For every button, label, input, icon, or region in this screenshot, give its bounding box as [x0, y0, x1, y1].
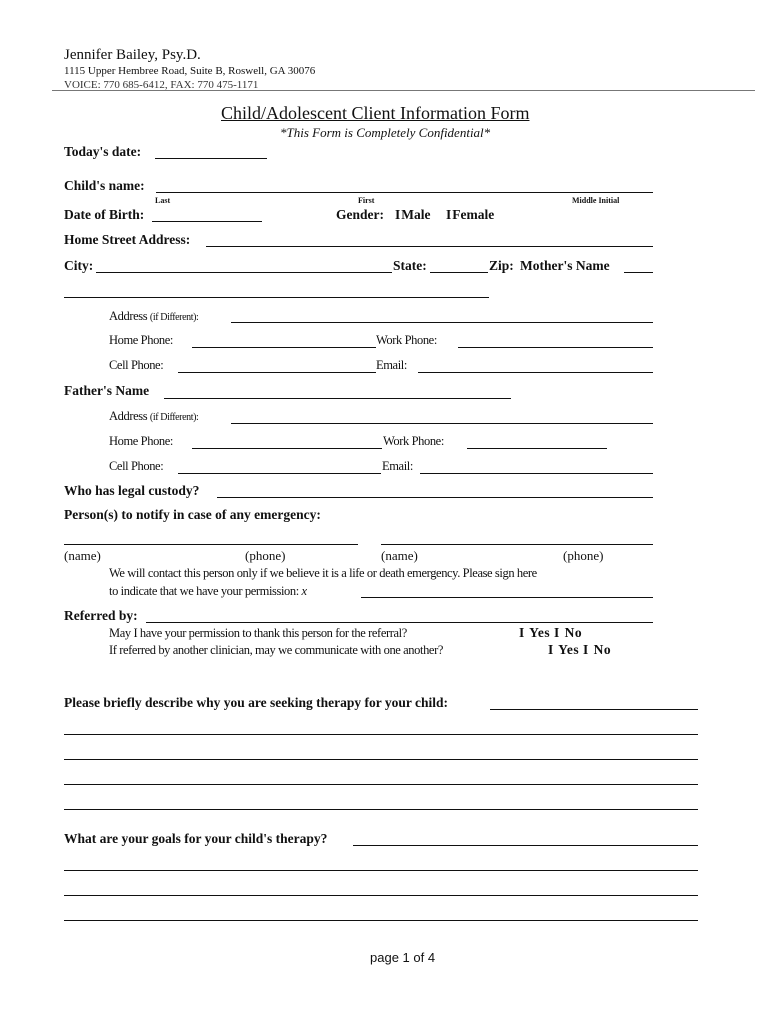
mothers-name-field[interactable] — [64, 297, 489, 298]
form-subtitle: *This Form is Completely Confidential* — [280, 125, 491, 140]
thank-yes-label: Yes — [529, 625, 551, 640]
thank-referral-question: May I have your permission to thank this person for the referral? — [109, 626, 407, 640]
practitioner-name: Jennifer Bailey, Psy.D. — [64, 47, 201, 63]
female-checkbox[interactable]: I — [446, 207, 452, 222]
thank-no-checkbox[interactable]: I — [554, 625, 560, 640]
page-number: page 1 of 4 — [370, 950, 436, 965]
custody-field[interactable] — [217, 497, 653, 498]
mother-work-phone-label: Work Phone: — [376, 333, 437, 347]
father-work-phone-label: Work Phone: — [383, 434, 444, 448]
gender-label: Gender: — [336, 207, 384, 222]
referred-by-field[interactable] — [146, 622, 653, 623]
goals-question: What are your goals for your child's therapy? — [64, 831, 328, 846]
dob-field[interactable] — [152, 221, 262, 222]
practice-phones: VOICE: 770 685-6412, FAX: 770 475-1171 — [64, 79, 259, 91]
father-address-field[interactable] — [231, 423, 653, 424]
emergency-label: Person(s) to notify in case of any emergency: — [64, 507, 321, 522]
why-therapy-field-line-5[interactable] — [64, 809, 698, 810]
communicate-yes-label: Yes — [558, 642, 580, 657]
gender-male-option[interactable] — [395, 207, 431, 223]
father-home-phone-label: Home Phone: — [109, 434, 173, 448]
gender-female-option[interactable] — [446, 207, 494, 223]
why-therapy-field-line-1[interactable] — [490, 709, 698, 710]
todays-date-label: Today's date: — [64, 144, 142, 159]
father-email-label: Email: — [382, 459, 413, 473]
communicate-no-label: No — [593, 642, 612, 657]
home-address-field[interactable] — [206, 246, 653, 247]
child-name-label: Child's name: — [64, 178, 145, 193]
middle-initial-caption: Middle Initial — [572, 196, 620, 205]
why-therapy-field-line-3[interactable] — [64, 759, 698, 760]
communicate-no-checkbox[interactable]: I — [583, 642, 589, 657]
communicate-yes-checkbox[interactable]: I — [548, 642, 554, 657]
female-label: Female — [452, 207, 495, 222]
why-therapy-question: Please briefly describe why you are seeking therapy for your child: — [64, 695, 448, 710]
mother-email-label: Email: — [376, 358, 407, 372]
communicate-question: If referred by another clinician, may we communicate with one another? — [109, 643, 443, 657]
sign-x-mark: x — [301, 584, 307, 598]
todays-date-field[interactable] — [155, 158, 267, 159]
mother-cell-phone-label: Cell Phone: — [109, 358, 164, 372]
state-field[interactable] — [430, 272, 488, 273]
emergency-2-name-caption: (name) — [381, 548, 418, 563]
header-divider — [52, 90, 755, 91]
mother-work-phone-field[interactable] — [458, 347, 653, 348]
communicate-options — [548, 642, 611, 658]
city-field[interactable] — [96, 272, 392, 273]
form-title: Child/Adolescent Client Information Form — [221, 103, 530, 123]
father-email-field[interactable] — [420, 473, 653, 474]
mother-cell-phone-field[interactable] — [178, 372, 376, 373]
father-address-label: Address (if Different): — [109, 409, 199, 423]
emergency-note-line-1: We will contact this person only if we believe it is a life or death emergency. Please sign here — [109, 566, 537, 580]
emergency-1-name-caption: (name) — [64, 548, 101, 563]
emergency-contact-1-field[interactable] — [64, 544, 358, 545]
male-label: Male — [401, 207, 431, 222]
thank-yes-checkbox[interactable]: I — [519, 625, 525, 640]
emergency-1-phone-caption: (phone) — [245, 548, 286, 563]
why-therapy-field-line-2[interactable] — [64, 734, 698, 735]
mother-email-field[interactable] — [418, 372, 653, 373]
goals-field-line-1[interactable] — [353, 845, 698, 846]
father-home-phone-field[interactable] — [192, 448, 382, 449]
thank-referral-options — [519, 625, 582, 641]
dob-label: Date of Birth: — [64, 207, 145, 222]
zip-mother-trailing-field[interactable] — [624, 272, 653, 273]
mother-address-field[interactable] — [231, 322, 653, 323]
custody-label: Who has legal custody? — [64, 483, 200, 498]
city-label: City: — [64, 258, 94, 273]
practice-address: 1115 Upper Hembree Road, Suite B, Roswell, GA 30076 — [64, 65, 316, 77]
male-checkbox[interactable]: I — [395, 207, 401, 222]
goals-field-line-4[interactable] — [64, 920, 698, 921]
goals-field-line-2[interactable] — [64, 870, 698, 871]
first-name-caption: First — [358, 196, 375, 205]
emergency-2-phone-caption: (phone) — [563, 548, 604, 563]
zip-label: Zip: — [489, 258, 514, 273]
home-address-label: Home Street Address: — [64, 232, 191, 247]
emergency-contact-2-field[interactable] — [381, 544, 653, 545]
emergency-note-line-2: to indicate that we have your permission: x — [109, 584, 307, 598]
thank-no-label: No — [564, 625, 583, 640]
state-label: State: — [393, 258, 427, 273]
child-name-field[interactable] — [156, 192, 653, 193]
mothers-name-label: Mother's Name — [520, 258, 610, 273]
referred-by-label: Referred by: — [64, 608, 138, 623]
fathers-name-label: Father's Name — [64, 383, 150, 398]
permission-signature-field[interactable] — [361, 597, 653, 598]
father-work-phone-field[interactable] — [467, 448, 607, 449]
goals-field-line-3[interactable] — [64, 895, 698, 896]
last-name-caption: Last — [155, 196, 171, 205]
mother-home-phone-field[interactable] — [192, 347, 376, 348]
father-cell-phone-field[interactable] — [178, 473, 381, 474]
why-therapy-field-line-4[interactable] — [64, 784, 698, 785]
father-cell-phone-label: Cell Phone: — [109, 459, 164, 473]
fathers-name-field[interactable] — [164, 398, 511, 399]
mother-home-phone-label: Home Phone: — [109, 333, 173, 347]
mother-address-label: Address (if Different): — [109, 309, 199, 323]
